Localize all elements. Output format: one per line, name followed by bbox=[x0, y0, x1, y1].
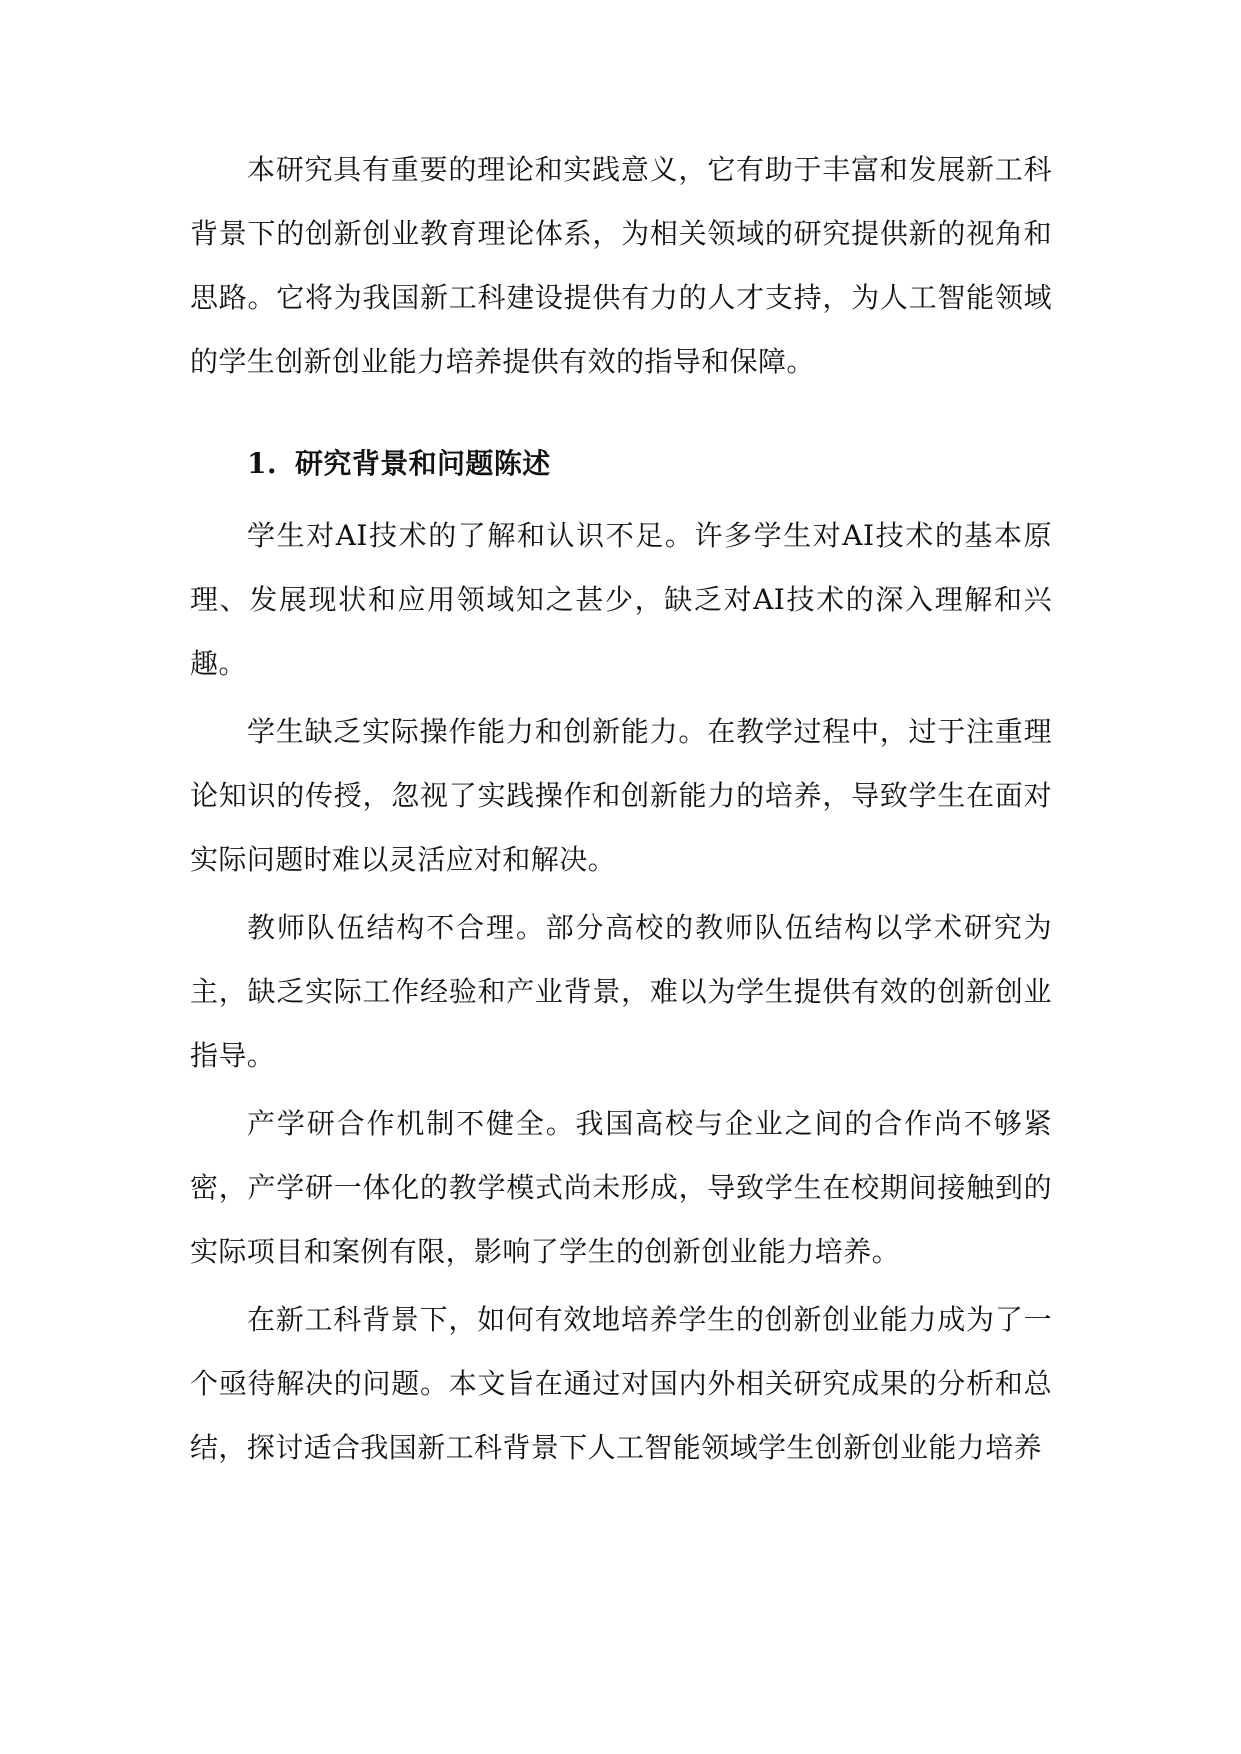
paragraph-problem-statement: 在新工科背景下，如何有效地培养学生的创新创业能力成为了一个亟待解决的问题。本文旨在通过对国内外相关研究成果的分析和总结，探讨适合我国新工科背景下人工智能领域学生创新创业能力培养 bbox=[190, 1303, 1052, 1464]
section-number: 1. bbox=[247, 447, 278, 480]
paragraph-ai-awareness: 学生对AI技术的了解和认识不足。许多学生对AI技术的基本原理、发展现状和应用领域知之甚少，缺乏对AI技术的深入理解和兴趣。 bbox=[190, 519, 1052, 680]
section-heading bbox=[190, 432, 1052, 496]
document-body bbox=[190, 138, 1052, 1480]
paragraph-teacher-structure: 教师队伍结构不合理。部分高校的教师队伍结构以学术研究为主，缺乏实际工作经验和产业背景，难以为学生提供有效的创新创业指导。 bbox=[190, 911, 1052, 1072]
section-title: 研究背景和问题陈述 bbox=[295, 447, 551, 480]
paragraph-significance: 本研究具有重要的理论和实践意义，它有助于丰富和发展新工科背景下的创新创业教育理论体系，为相关领域的研究提供新的视角和思路。它将为我国新工科建设提供有力的人才支持，为人工智能领域的学生创新创业能力培养提供有效的指导和保障。 bbox=[190, 153, 1052, 378]
paragraph-industry-cooperation: 产学研合作机制不健全。我国高校与企业之间的合作尚不够紧密，产学研一体化的教学模式尚未形成，导致学生在校期间接触到的实际项目和案例有限，影响了学生的创新创业能力培养。 bbox=[190, 1107, 1052, 1268]
paragraph-practical-ability: 学生缺乏实际操作能力和创新能力。在教学过程中，过于注重理论知识的传授，忽视了实践操作和创新能力的培养，导致学生在面对实际问题时难以灵活应对和解决。 bbox=[190, 715, 1052, 876]
